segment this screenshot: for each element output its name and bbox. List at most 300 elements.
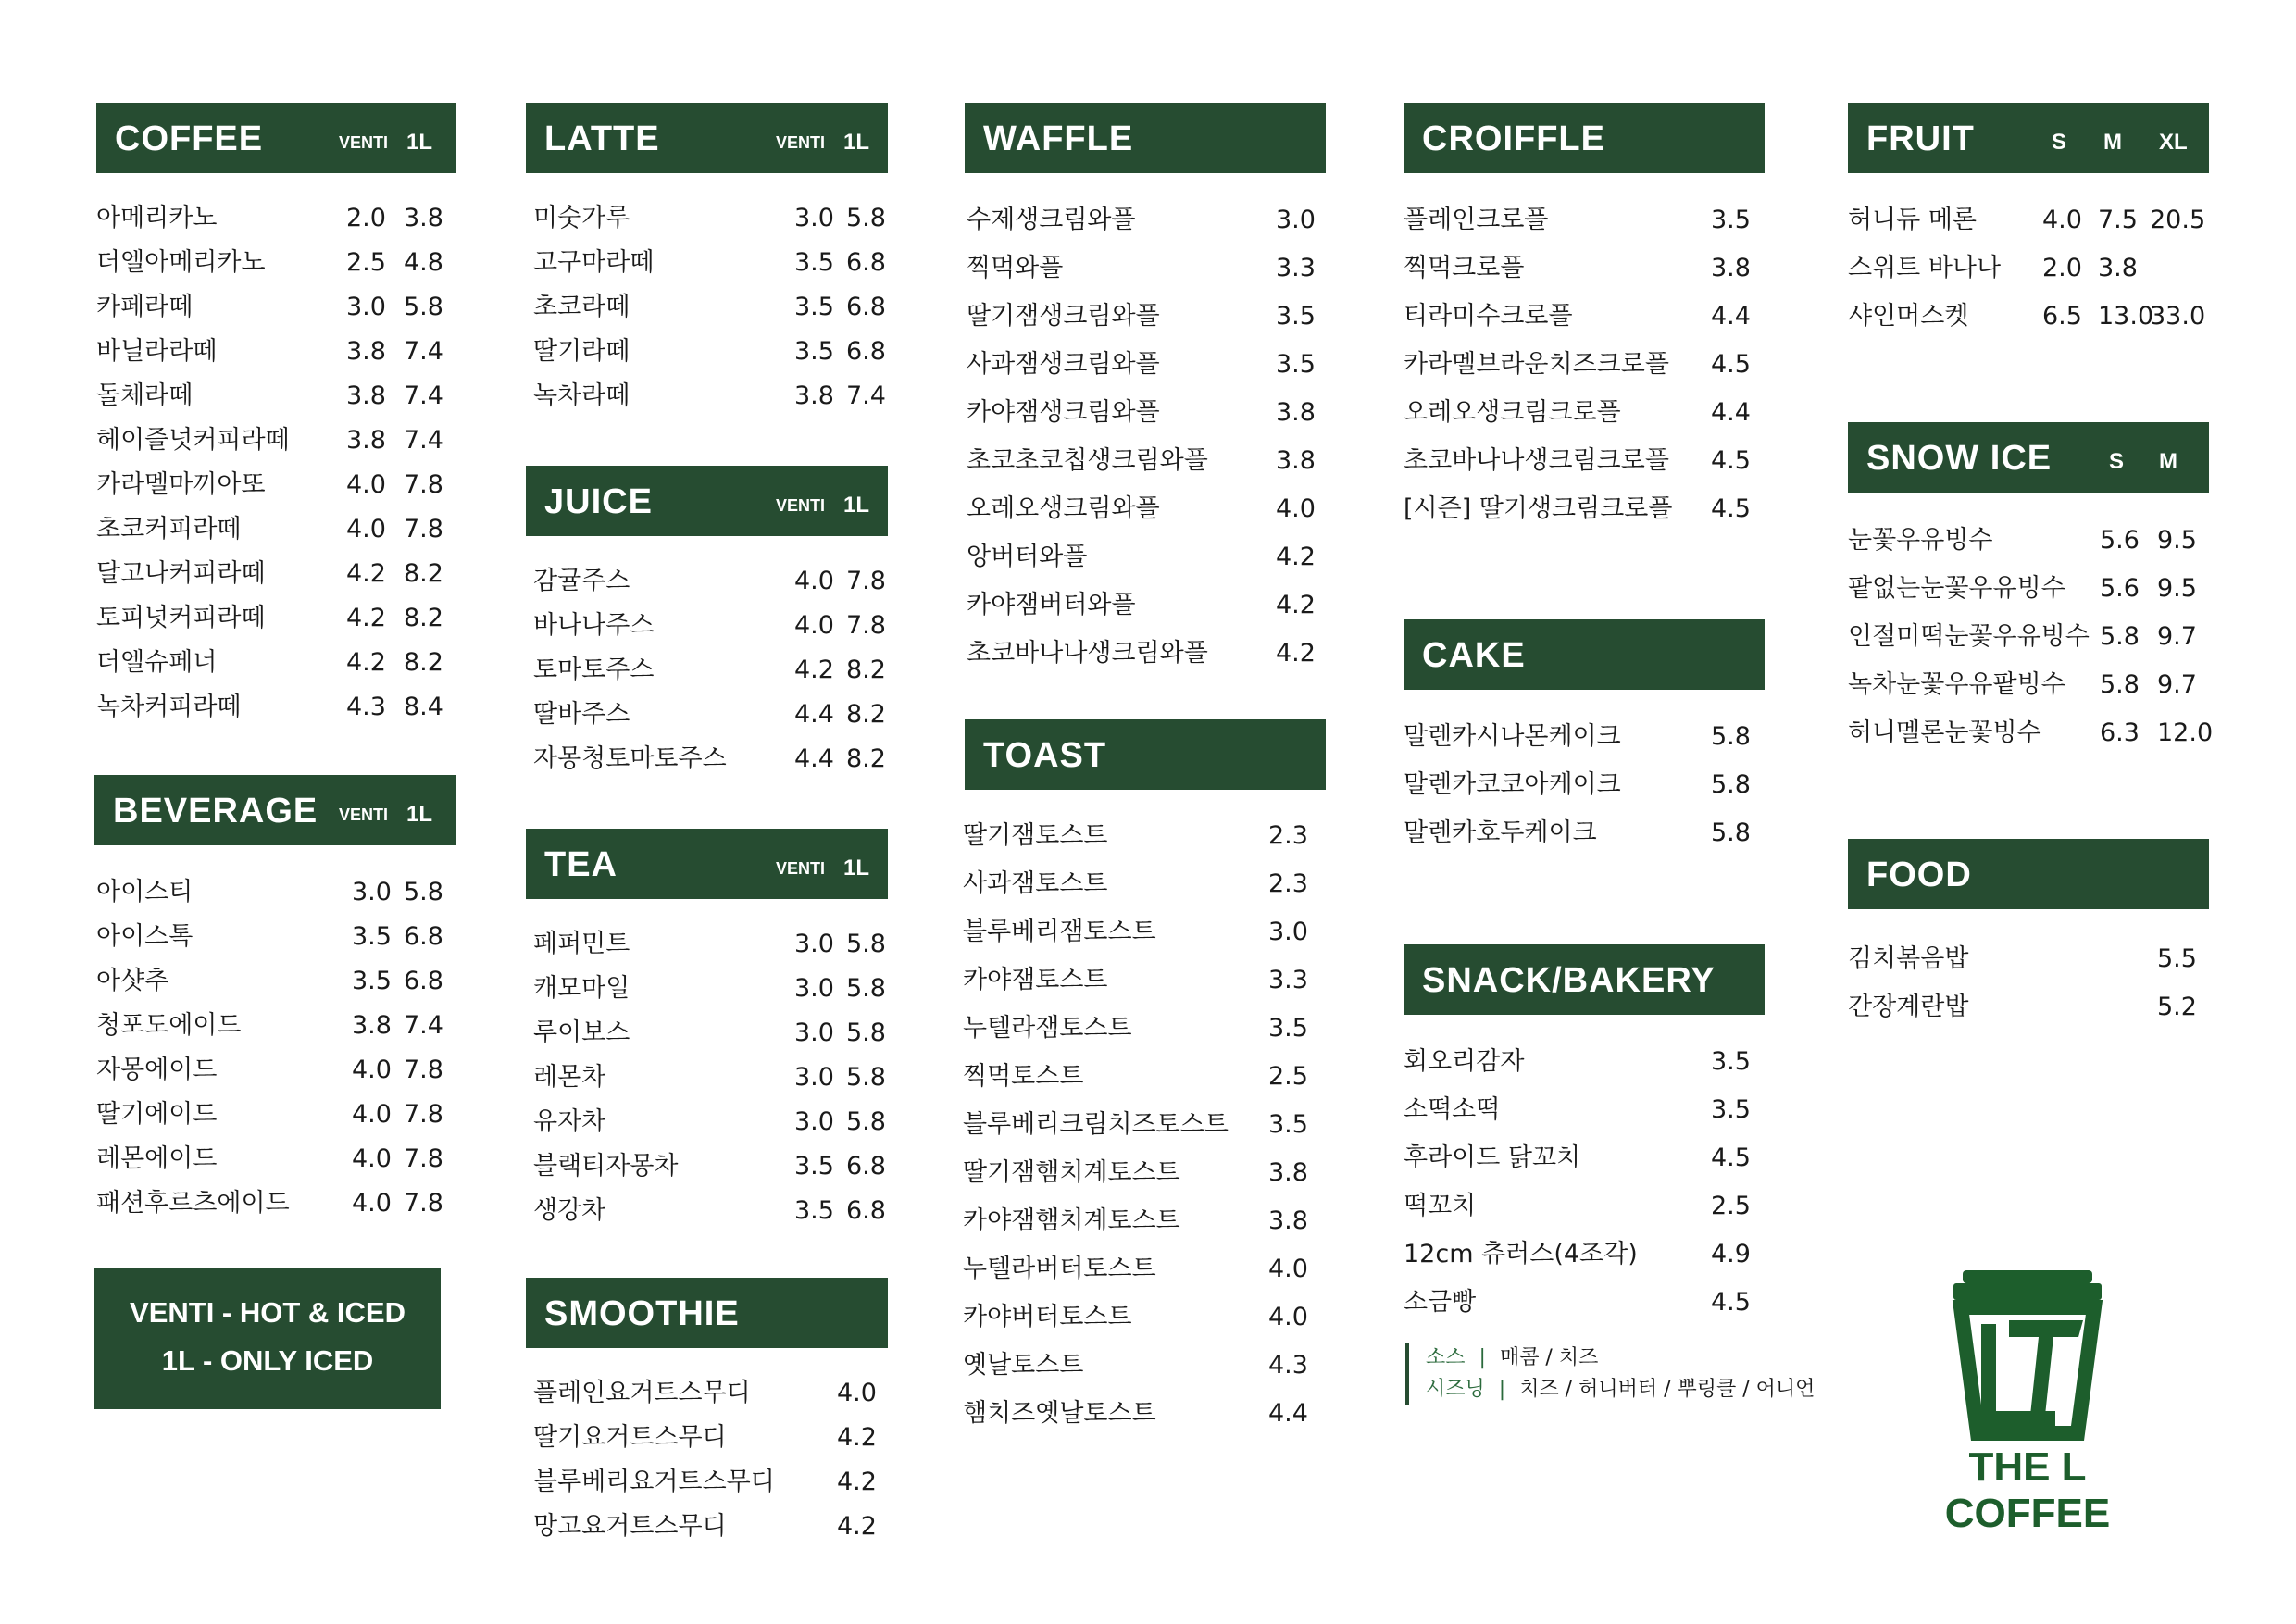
menu-item-price: 3.5 — [1711, 1047, 1751, 1076]
snack-header — [1404, 944, 1765, 1015]
menu-item-name: 카야잼생크림와플 — [967, 398, 1160, 427]
menu-item — [96, 870, 448, 915]
menu-item-price: 3.5 — [1268, 1110, 1308, 1139]
size-note-line1: VENTI - HOT & ICED — [130, 1296, 406, 1329]
menu-item — [967, 437, 1318, 485]
menu-item-price: 9.5 — [2157, 526, 2197, 555]
menu-item — [533, 648, 885, 693]
menu-item-name: 카라멜마끼아또 — [96, 470, 266, 499]
menu-item — [533, 1144, 885, 1189]
juice-col-1l: 1L — [843, 493, 870, 518]
menu-item-name: 말렌카호두케이크 — [1404, 818, 1597, 847]
menu-item-price: 3.0 — [1276, 206, 1316, 234]
menu-item-name: 블랙티자몽차 — [533, 1152, 679, 1181]
menu-item — [963, 1149, 1324, 1197]
menu-item-name: 돌체라떼 — [96, 381, 193, 410]
menu-item — [96, 418, 448, 463]
menu-item-price: 5.8 — [1711, 818, 1751, 847]
menu-item — [1404, 293, 1755, 341]
menu-item — [96, 507, 448, 552]
tea-title: TEA — [544, 845, 618, 884]
menu-item — [1404, 1134, 1755, 1182]
coffee-col-venti: VENTI — [339, 133, 389, 152]
menu-item — [963, 1197, 1324, 1245]
menu-item-name: [시즌] 딸기생크림크로플 — [1404, 494, 1673, 523]
menu-item — [967, 581, 1318, 630]
menu-item — [1848, 517, 2209, 565]
menu-item-name: 카라멜브라운치즈크로플 — [1404, 350, 1669, 379]
menu-item-price: 8.2 — [404, 604, 443, 632]
menu-item-price: 4.9 — [1711, 1240, 1751, 1268]
menu-item-price: 3.3 — [1268, 966, 1308, 994]
menu-item-price: 7.8 — [404, 1189, 443, 1218]
menu-item-name: 누텔라잼토스트 — [963, 1014, 1132, 1043]
menu-item — [967, 389, 1318, 437]
menu-item-name: 허니듀 메론 — [1848, 206, 1977, 234]
menu-item-name: 카야잼토스트 — [963, 966, 1108, 994]
menu-item-price: 3.8 — [1268, 1158, 1308, 1187]
menu-item-price: 3.8 — [1276, 398, 1316, 427]
menu-item — [963, 1390, 1324, 1438]
menu-item-price: 4.8 — [404, 248, 443, 277]
menu-item-price: 33.0 — [2150, 302, 2206, 331]
menu-item-price: 3.8 — [346, 337, 386, 366]
menu-item-name: 초코커피라떼 — [96, 515, 242, 543]
menu-item-price: 3.5 — [794, 293, 834, 321]
menu-item — [533, 285, 885, 330]
coffee-title: COFFEE — [115, 119, 264, 158]
menu-item-price: 4.4 — [1268, 1399, 1308, 1428]
latte-col-1l: 1L — [843, 130, 870, 155]
menu-item-price: 3.8 — [2098, 254, 2138, 282]
menu-item-price: 3.0 — [794, 204, 834, 232]
menu-item — [96, 552, 448, 596]
menu-item-name: 초코바나나생크림크로플 — [1404, 446, 1669, 475]
menu-item — [533, 559, 885, 604]
fruit-col-m: M — [2103, 130, 2122, 155]
menu-item — [1848, 565, 2209, 613]
menu-item-name: 옛날토스트 — [963, 1351, 1084, 1380]
beverage-col-venti: VENTI — [339, 806, 389, 824]
menu-item-price: 7.8 — [846, 567, 886, 595]
menu-item-price: 5.5 — [2157, 944, 2197, 973]
menu-item-name: 떡꼬치 — [1404, 1192, 1477, 1220]
menu-item — [1404, 341, 1755, 389]
coffee-list — [96, 196, 448, 730]
menu-item-price: 4.0 — [352, 1056, 392, 1084]
croiffle-header — [1404, 103, 1765, 173]
beverage-list — [96, 870, 448, 1226]
menu-item — [96, 1137, 448, 1181]
menu-item-name: 티라미수크로플 — [1404, 302, 1573, 331]
seasoning-divider: | — [1498, 1378, 1506, 1401]
menu-item — [96, 1048, 448, 1093]
menu-item-name: 캐모마일 — [533, 974, 630, 1003]
smoothie-title: SMOOTHIE — [544, 1294, 740, 1333]
menu-item — [1848, 983, 2209, 1031]
snack-list — [1404, 1038, 1755, 1327]
menu-item-price: 5.8 — [2100, 670, 2140, 699]
menu-item — [533, 922, 885, 967]
menu-item-price: 4.2 — [837, 1423, 877, 1452]
menu-item — [1404, 1086, 1755, 1134]
menu-item — [1404, 761, 1755, 809]
menu-item-name: 초코바나나생크림와플 — [967, 639, 1208, 668]
menu-item-name: 패션후르츠에이드 — [96, 1189, 290, 1218]
menu-item-name: 레몬차 — [533, 1063, 606, 1092]
menu-item-name: 바나나주스 — [533, 611, 655, 640]
menu-item — [963, 812, 1324, 860]
menu-item-name: 카야잼버터와플 — [967, 591, 1136, 619]
menu-item-name: 앙버터와플 — [967, 543, 1088, 571]
menu-item-price: 4.4 — [794, 700, 834, 729]
menu-item — [963, 1342, 1324, 1390]
menu-item — [963, 1005, 1324, 1053]
menu-item-price: 4.5 — [1711, 1143, 1751, 1172]
menu-item-price: 4.0 — [352, 1144, 392, 1173]
menu-item-price: 4.3 — [1268, 1351, 1308, 1380]
menu-item-price: 5.8 — [846, 930, 886, 958]
menu-item — [533, 241, 885, 285]
menu-item-name: 딸기잼토스트 — [963, 821, 1108, 850]
menu-item-price: 4.0 — [1276, 494, 1316, 523]
menu-item-price: 4.0 — [794, 567, 834, 595]
menu-item-name: 자몽에이드 — [96, 1056, 218, 1084]
menu-item — [1404, 437, 1755, 485]
snow-ice-col-m: M — [2159, 449, 2177, 474]
menu-item-price: 5.2 — [2157, 993, 2197, 1021]
menu-item-price: 3.5 — [794, 337, 834, 366]
snack-title: SNACK/BAKERY — [1422, 961, 1716, 1000]
seasoning-value: 치즈 / 허니버터 / 뿌링클 / 어니언 — [1519, 1378, 1816, 1401]
menu-item-name: 헤이즐넛커피라떼 — [96, 426, 290, 455]
waffle-list — [967, 196, 1318, 678]
menu-item-price: 3.5 — [352, 922, 392, 951]
menu-item — [1848, 293, 2209, 341]
menu-item — [967, 293, 1318, 341]
menu-item-price: 4.5 — [1711, 494, 1751, 523]
menu-item-price: 5.6 — [2100, 574, 2140, 603]
menu-item-price: 5.8 — [2100, 622, 2140, 651]
menu-item-name: 미숫가루 — [533, 204, 630, 232]
menu-item-price: 7.4 — [846, 381, 886, 410]
menu-item-name: 눈꽃우유빙수 — [1848, 526, 1993, 555]
menu-item-price: 7.8 — [404, 515, 443, 543]
waffle-title: WAFFLE — [983, 119, 1134, 158]
menu-item-price: 5.8 — [846, 204, 886, 232]
menu-item-price: 2.5 — [346, 248, 386, 277]
menu-item-name: 생강차 — [533, 1196, 606, 1225]
menu-item-price: 6.5 — [2042, 302, 2082, 331]
menu-item-price: 5.8 — [846, 974, 886, 1003]
menu-item-name: 청포도에이드 — [96, 1011, 242, 1040]
menu-item — [533, 1056, 885, 1100]
menu-item — [96, 959, 448, 1004]
seasoning-line — [1426, 1374, 1815, 1405]
menu-item-price: 6.8 — [846, 337, 886, 366]
sauce-divider: | — [1479, 1346, 1486, 1369]
menu-item-name: 블루베리요거트스무디 — [533, 1468, 775, 1496]
menu-item-name: 허니멜론눈꽃빙수 — [1848, 718, 2041, 747]
cake-header — [1404, 619, 1765, 690]
beverage-col-1l: 1L — [406, 802, 433, 827]
smoothie-header — [526, 1278, 888, 1348]
menu-item-name: 샤인머스켓 — [1848, 302, 1969, 331]
menu-item-price: 3.0 — [794, 930, 834, 958]
menu-item-name: 딸바주스 — [533, 700, 630, 729]
snow-ice-title: SNOW ICE — [1866, 439, 2053, 478]
menu-item-price: 3.3 — [1276, 254, 1316, 282]
menu-item-name: 플레인요거트스무디 — [533, 1379, 751, 1407]
menu-item-price: 4.0 — [794, 611, 834, 640]
latte-title: LATTE — [544, 119, 660, 158]
menu-item-price: 3.5 — [794, 248, 834, 277]
menu-item-price: 7.5 — [2098, 206, 2138, 234]
menu-item-price: 4.3 — [346, 693, 386, 721]
food-header — [1848, 839, 2209, 909]
menu-item-price: 4.2 — [794, 656, 834, 684]
cake-list — [1404, 713, 1755, 857]
menu-item — [533, 1505, 885, 1549]
menu-item-name: 녹차커피라떼 — [96, 693, 242, 721]
menu-item-price: 8.2 — [404, 648, 443, 677]
menu-item-price: 3.5 — [1276, 350, 1316, 379]
menu-item-name: 녹차눈꽃우유팥빙수 — [1848, 670, 2065, 699]
menu-item-price: 5.8 — [404, 293, 443, 321]
menu-item-name: 딸기라떼 — [533, 337, 630, 366]
tea-list — [533, 922, 885, 1233]
snow-ice-list — [1848, 517, 2214, 757]
menu-item-price: 6.3 — [2100, 718, 2140, 747]
menu-item-price: 4.2 — [1276, 543, 1316, 571]
croiffle-list — [1404, 196, 1755, 533]
menu-item-price: 6.8 — [846, 1152, 886, 1181]
menu-item-price: 3.8 — [1711, 254, 1751, 282]
menu-item-price: 3.8 — [1268, 1206, 1308, 1235]
menu-item-price: 6.8 — [846, 293, 886, 321]
menu-item-price: 5.8 — [1711, 770, 1751, 799]
menu-item-price: 12.0 — [2157, 718, 2214, 747]
menu-item-name: 블루베리크림치즈토스트 — [963, 1110, 1229, 1139]
brand-name: THE L COFFEE — [1944, 1444, 2111, 1536]
menu-item-price: 6.8 — [846, 248, 886, 277]
fruit-header — [1848, 103, 2209, 173]
fruit-col-xl: XL — [2159, 130, 2188, 155]
menu-item-price: 5.6 — [2100, 526, 2140, 555]
menu-item — [1404, 1279, 1755, 1327]
menu-item-name: 플레인크로플 — [1404, 206, 1549, 234]
menu-item-name: 페퍼민트 — [533, 930, 630, 958]
menu-item-name: 수제생크림와플 — [967, 206, 1136, 234]
menu-item-price: 3.8 — [352, 1011, 392, 1040]
tea-header — [526, 829, 888, 899]
menu-item-name: 자몽청토마토주스 — [533, 744, 727, 773]
menu-item-price: 4.4 — [794, 744, 834, 773]
menu-item — [533, 330, 885, 374]
menu-item-name: 사과잼생크림와플 — [967, 350, 1160, 379]
snack-options-note — [1405, 1343, 1815, 1405]
menu-item — [1404, 1038, 1755, 1086]
smoothie-list — [533, 1371, 885, 1549]
menu-item-name: 딸기에이드 — [96, 1100, 218, 1129]
menu-item-price: 8.2 — [846, 700, 886, 729]
menu-item-name: 딸기잼햄치계토스트 — [963, 1158, 1180, 1187]
coffee-col-1l: 1L — [406, 130, 433, 155]
menu-item-price: 4.2 — [346, 604, 386, 632]
juice-list — [533, 559, 885, 781]
menu-item-price: 3.0 — [1268, 918, 1308, 946]
menu-item-price: 8.2 — [846, 744, 886, 773]
menu-item — [533, 693, 885, 737]
menu-item-price: 5.8 — [846, 1018, 886, 1047]
menu-item — [1404, 809, 1755, 857]
sauce-value: 매콤 / 치즈 — [1499, 1346, 1599, 1369]
menu-item — [533, 1371, 885, 1416]
menu-item-price: 2.3 — [1268, 821, 1308, 850]
size-note-line2: 1L - ONLY ICED — [161, 1344, 374, 1377]
menu-item — [1848, 661, 2209, 709]
menu-item-price: 7.4 — [404, 381, 443, 410]
menu-item — [1404, 713, 1755, 761]
menu-item-price: 20.5 — [2150, 206, 2206, 234]
menu-item-name: 유자차 — [533, 1107, 606, 1136]
menu-item-price: 7.8 — [404, 470, 443, 499]
toast-header — [965, 719, 1326, 790]
menu-item — [963, 956, 1324, 1005]
menu-item-price: 7.8 — [404, 1144, 443, 1173]
menu-item-price: 3.5 — [794, 1196, 834, 1225]
menu-item — [533, 1460, 885, 1505]
menu-item-price: 4.2 — [1276, 591, 1316, 619]
fruit-col-s: S — [2052, 130, 2067, 155]
menu-item-name: 토마토주스 — [533, 656, 655, 684]
menu-item-name: 초코라떼 — [533, 293, 630, 321]
menu-item-name: 인절미떡눈꽃우유빙수 — [1848, 622, 2090, 651]
waffle-header — [965, 103, 1326, 173]
menu-item-name: 오레오생크림와플 — [967, 494, 1160, 523]
menu-item-price: 7.8 — [404, 1100, 443, 1129]
menu-item-name: 고구마라떼 — [533, 248, 655, 277]
menu-item-price: 3.0 — [794, 1063, 834, 1092]
snow-ice-col-s: S — [2109, 449, 2125, 474]
toast-title: TOAST — [983, 736, 1107, 775]
menu-item-price: 5.8 — [846, 1063, 886, 1092]
menu-item-name: 소금빵 — [1404, 1288, 1477, 1317]
menu-item — [96, 1004, 448, 1048]
menu-item-price: 3.5 — [1711, 1095, 1751, 1124]
menu-item-price: 8.4 — [404, 693, 443, 721]
menu-item — [1848, 196, 2209, 244]
menu-item-price: 3.8 — [346, 426, 386, 455]
food-title: FOOD — [1866, 856, 1972, 894]
menu-item — [1848, 244, 2209, 293]
menu-item — [967, 533, 1318, 581]
menu-item-price: 2.0 — [2042, 254, 2082, 282]
menu-item — [967, 244, 1318, 293]
menu-item-price: 7.4 — [404, 337, 443, 366]
juice-title: JUICE — [544, 482, 653, 521]
menu-item-name: 딸기잼생크림와플 — [967, 302, 1160, 331]
menu-item — [96, 685, 448, 730]
menu-item-price: 5.8 — [1711, 722, 1751, 751]
menu-item-name: 간장계란밥 — [1848, 993, 1969, 1021]
menu-item — [96, 285, 448, 330]
size-note-box — [94, 1268, 441, 1409]
menu-item-price: 4.4 — [1711, 302, 1751, 331]
menu-item — [1404, 389, 1755, 437]
menu-item — [963, 1245, 1324, 1293]
menu-item-name: 스위트 바나나 — [1848, 254, 2002, 282]
menu-item — [96, 374, 448, 418]
menu-item-price: 6.8 — [846, 1196, 886, 1225]
menu-item — [96, 241, 448, 285]
menu-item-price: 3.8 — [794, 381, 834, 410]
menu-item-price: 6.8 — [404, 922, 443, 951]
menu-item-price: 9.7 — [2157, 670, 2197, 699]
food-list — [1848, 935, 2209, 1031]
menu-item-price: 4.2 — [346, 559, 386, 588]
menu-item-price: 4.2 — [346, 648, 386, 677]
menu-item — [96, 915, 448, 959]
menu-item-name: 녹차라떼 — [533, 381, 630, 410]
toast-list — [963, 812, 1324, 1438]
cake-title: CAKE — [1422, 636, 1526, 675]
menu-item — [96, 1181, 448, 1226]
menu-item-price: 4.0 — [2042, 206, 2082, 234]
menu-item-name: 후라이드 닭꼬치 — [1404, 1143, 1581, 1172]
menu-item-price: 7.8 — [404, 1056, 443, 1084]
snow-ice-header — [1848, 422, 2209, 493]
menu-item — [1848, 709, 2214, 757]
beverage-header — [94, 775, 456, 845]
tea-col-venti: VENTI — [776, 859, 826, 878]
menu-item-name: 감귤주스 — [533, 567, 630, 595]
menu-item — [533, 1416, 885, 1460]
menu-item — [1848, 935, 2209, 983]
menu-item-price: 5.8 — [846, 1107, 886, 1136]
juice-col-venti: VENTI — [776, 496, 826, 515]
menu-item — [967, 630, 1318, 678]
menu-item-name: 아샷추 — [96, 967, 169, 995]
menu-item — [533, 967, 885, 1011]
menu-item-price: 3.8 — [1276, 446, 1316, 475]
menu-item-name: 찍먹와플 — [967, 254, 1064, 282]
menu-item — [533, 196, 885, 241]
menu-item-price: 3.5 — [1711, 206, 1751, 234]
menu-item-name: 카페라떼 — [96, 293, 193, 321]
menu-item — [967, 485, 1318, 533]
fruit-list — [1848, 196, 2209, 341]
menu-item-name: 김치볶음밥 — [1848, 944, 1969, 973]
menu-item-name: 찍먹크로플 — [1404, 254, 1525, 282]
menu-item-price: 13.0 — [2098, 302, 2154, 331]
menu-item-price: 3.0 — [794, 1107, 834, 1136]
menu-item-price: 8.2 — [404, 559, 443, 588]
menu-item — [1848, 613, 2209, 661]
menu-item — [963, 1101, 1324, 1149]
menu-item — [963, 1053, 1324, 1101]
menu-item-name: 달고나커피라떼 — [96, 559, 266, 588]
menu-item-name: 바닐라라떼 — [96, 337, 218, 366]
sauce-line — [1426, 1343, 1815, 1374]
menu-item-name: 루이보스 — [533, 1018, 630, 1047]
menu-item — [96, 641, 448, 685]
menu-item-name: 누텔라버터토스트 — [963, 1255, 1156, 1283]
menu-item-price: 3.0 — [794, 1018, 834, 1047]
menu-item — [963, 1293, 1324, 1342]
menu-item — [1404, 1182, 1755, 1230]
menu-item-price: 4.5 — [1711, 350, 1751, 379]
